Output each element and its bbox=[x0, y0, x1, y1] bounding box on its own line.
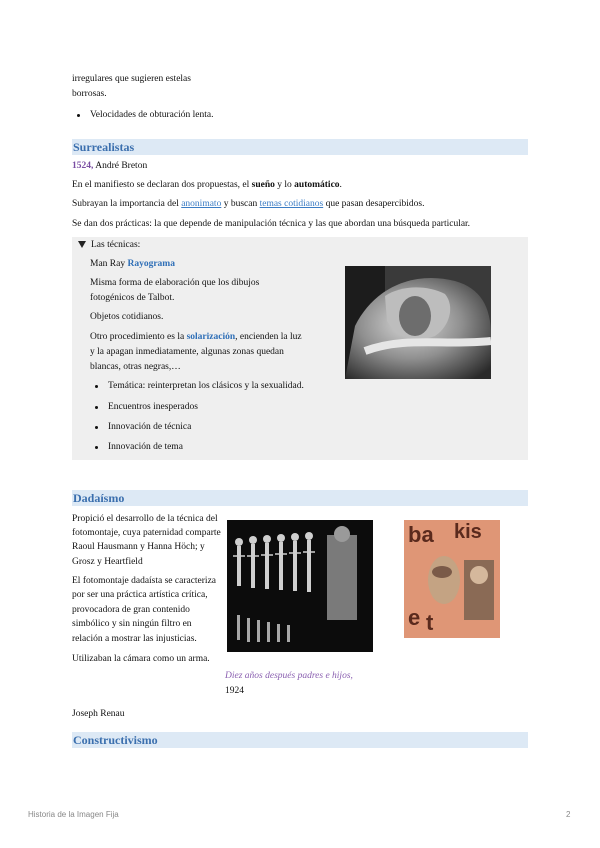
link-temas-cotidianos[interactable]: temas cotidianos bbox=[259, 199, 324, 209]
list-item: Encuentros inesperados bbox=[108, 402, 198, 412]
paragraph: Grosz y Heartfield bbox=[72, 557, 143, 567]
image-caption-year: 1924 bbox=[225, 686, 244, 696]
paragraph: El fotomontaje dadaísta se caracteriza bbox=[72, 576, 217, 586]
list-item: Velocidades de obturación lenta. bbox=[90, 110, 214, 120]
author-line bbox=[72, 159, 147, 173]
svg-text:t: t bbox=[426, 610, 434, 635]
toggle-text: fotogénicos de Talbot. bbox=[90, 293, 175, 303]
paragraph: fotomontaje, cuya paternidad comparte bbox=[72, 528, 221, 538]
author-name: Joseph Renau bbox=[72, 709, 125, 719]
man-ray-line: Man Ray Rayograma bbox=[90, 259, 175, 269]
intro-line: borrosas. bbox=[72, 89, 107, 99]
collage-image bbox=[404, 520, 500, 638]
footer-title: Historia de la Imagen Fija bbox=[28, 810, 119, 819]
year: 1524, bbox=[72, 161, 94, 171]
link-anonimato[interactable]: anonimato bbox=[181, 199, 222, 209]
paragraph: provocadora de gran contenido bbox=[72, 605, 190, 615]
paragraph: simbólico y sin ningún filtro en bbox=[72, 619, 192, 629]
list-item: Innovación de técnica bbox=[108, 422, 192, 432]
toggle-text: blancas, otras negras,… bbox=[90, 362, 181, 372]
list-item: Temática: reinterpretan los clásicos y la sexualidad. bbox=[108, 381, 304, 391]
toggle-text: y la apagan inmediatamente, algunas zonas quedan bbox=[90, 347, 284, 357]
paragraph: relación a mostrar las injusticias. bbox=[72, 634, 197, 644]
section-heading-constructivismo: Constructivismo bbox=[72, 732, 528, 748]
paragraph: por ser una práctica artística crítica, bbox=[72, 590, 208, 600]
toggle-text: Otro procedimiento es la solarización, encienden la luz bbox=[90, 332, 302, 342]
section-heading-surrealistas: Surrealistas bbox=[72, 139, 528, 155]
svg-text:e: e bbox=[408, 605, 421, 630]
triangle-down-icon[interactable] bbox=[78, 241, 86, 248]
paragraph: En el manifiesto se declaran dos propuestas, el sueño y lo automático. bbox=[72, 180, 342, 190]
section-heading-dadaismo: Dadaísmo bbox=[72, 490, 528, 506]
toggle-text: Misma forma de elaboración que los dibujos bbox=[90, 278, 260, 288]
image-caption-title: Diez años después padres e hijos, bbox=[225, 671, 353, 681]
page-number: 2 bbox=[566, 810, 571, 819]
author-name: André Breton bbox=[93, 161, 148, 171]
svg-text:ba: ba bbox=[408, 522, 434, 547]
toggle-text: Objetos cotidianos. bbox=[90, 312, 164, 322]
paragraph: Raoul Hausmann y Hanna Höch; y bbox=[72, 542, 205, 552]
list-item: Innovación de tema bbox=[108, 442, 183, 452]
man-ray-photo bbox=[345, 266, 491, 379]
paragraph: Utilizaban la cámara como un arma. bbox=[72, 654, 210, 664]
svg-text:kis: kis bbox=[454, 521, 482, 543]
paragraph: Propició el desarrollo de la técnica del bbox=[72, 514, 218, 524]
photomontage-image bbox=[227, 520, 373, 652]
paragraph: Se dan dos prácticas: la que depende de manipulación técnica y las que abordan una búsqueda particular. bbox=[72, 219, 471, 229]
toggle-header[interactable]: Las técnicas: bbox=[78, 238, 140, 252]
paragraph: Subrayan la importancia del anonimato y buscan temas cotidianos que pasan desapercibidos. bbox=[72, 199, 425, 209]
intro-line: irregulares que sugieren estelas bbox=[72, 74, 191, 84]
